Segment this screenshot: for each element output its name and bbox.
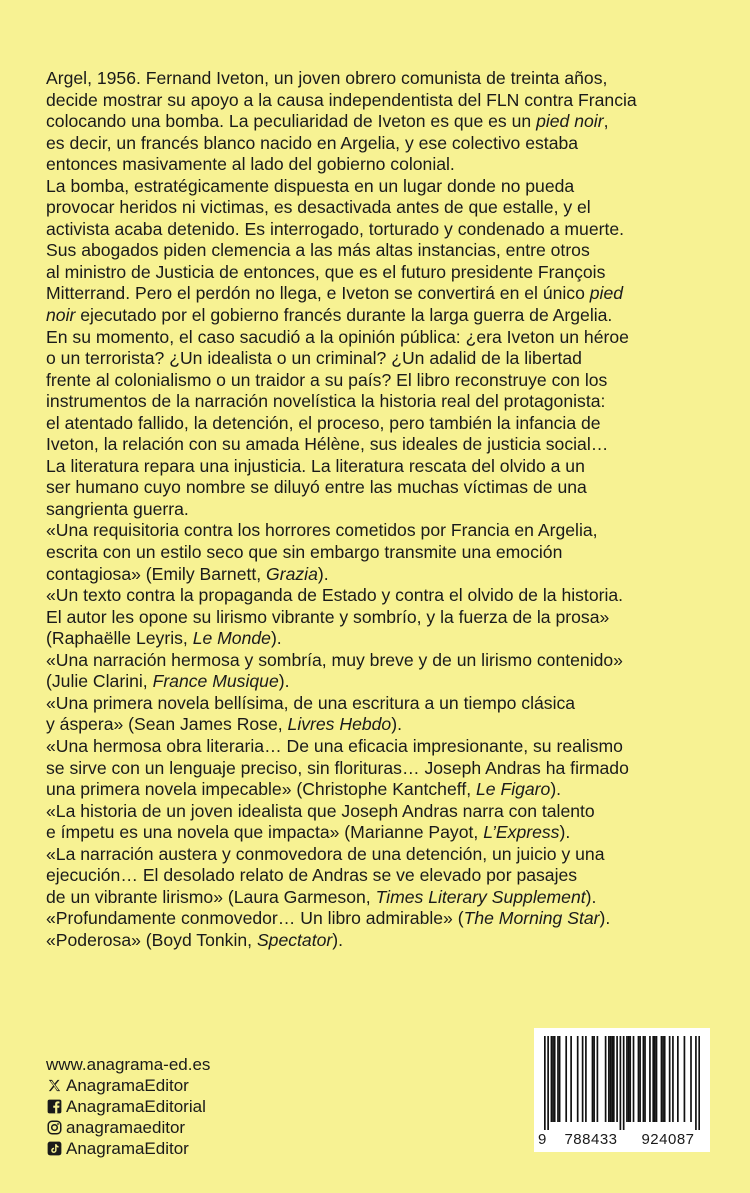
barcode-bar [592, 1036, 594, 1122]
barcode-bar [565, 1036, 567, 1122]
barcode-bar [597, 1036, 599, 1122]
barcode-bar [649, 1036, 651, 1122]
barcode-bar [639, 1036, 641, 1122]
barcode-bar [552, 1036, 554, 1122]
barcode-bar [652, 1036, 654, 1122]
barcode-bar [695, 1036, 697, 1130]
review-quote-le-monde: «Un texto contra la propaganda de Estado y contra el olvido de la historia. El autor les opone su lirismo vibrante y sombrío, y la fuerza de la prosa» (Raphaëlle Leyris, Le Monde). [46, 585, 624, 649]
barcode-bar [554, 1036, 556, 1122]
barcode-bar [662, 1036, 664, 1122]
synopsis-paragraph-2: La bomba, estratégicamente dispuesta en un lugar donde no pueda provocar heridos ni victimas, es desactivada antes de que estalle, y el activista acaba detenido. Es interrogado, torturado y condenado a muerte. Sus abogados piden clemencia a las más altas instancias, entre otros al ministro de Justicia de entonces, que es el futuro presidente François Mitterrand. Pero el perdón no llega, e Iveton se convertirá en el único pied noir ejecutado por el gobierno francés durante la larga guerra de Argelia. [46, 175, 625, 326]
barcode-bar [620, 1036, 622, 1130]
review-quote-morning-star: «Profundamente conmovedor… Un libro admirable» (The Morning Star). [46, 908, 611, 929]
barcode-bar [547, 1036, 549, 1130]
facebook-icon [46, 1099, 62, 1115]
barcode-bar [585, 1036, 587, 1122]
review-quote-spectator: «Poderosa» (Boyd Tonkin, Spectator). [46, 929, 343, 950]
barcode-bar [661, 1036, 663, 1122]
barcode-bar [605, 1036, 607, 1122]
barcode-bar [643, 1036, 645, 1122]
review-quote-livres-hebdo: «Una primera novela bellísima, de una escritura a un tiempo clásica y áspera» (Sean James Rose, Livres Hebdo). [46, 692, 576, 735]
barcode-bar [551, 1036, 553, 1122]
x-logo-icon [46, 1078, 62, 1094]
facebook-link[interactable]: AnagramaEditorial [46, 1096, 210, 1117]
barcode-bar [593, 1036, 595, 1122]
back-cover-blurb [46, 68, 716, 951]
barcode-bar [684, 1036, 686, 1122]
barcode-bar [616, 1036, 618, 1122]
tiktok-icon [46, 1141, 62, 1157]
barcode-bar [644, 1036, 646, 1122]
isbn-barcode [534, 1028, 710, 1152]
website-link[interactable]: www.anagrama-ed.es [46, 1055, 211, 1074]
review-quote-grazia: «Una requisitoria contra los horrores cometidos por Francia en Argelia, escrita con un estilo seco que sin embargo transmite una emoción contagiosa» (Emily Barnett, Grazia). [46, 520, 598, 584]
tiktok-link[interactable]: AnagramaEditor [46, 1138, 210, 1159]
barcode-bars [544, 1036, 700, 1130]
barcode-bar [608, 1036, 610, 1122]
barcode-bar [577, 1036, 579, 1122]
barcode-bar [570, 1036, 572, 1122]
review-quote-lexpress: «La historia de un joven idealista que Joseph Andras narra con talento e ímpetu es una novela que impacta» (Marianne Payot, L’Express). [46, 800, 595, 843]
barcode-bar [664, 1036, 666, 1122]
barcode-bar [690, 1036, 692, 1122]
barcode-bar [611, 1036, 613, 1122]
instagram-link[interactable]: anagramaeditor [46, 1117, 210, 1138]
barcode-bar [672, 1036, 674, 1122]
review-quote-tls: «La narración austera y conmovedora de una detención, un juicio y una ejecución… El desolado relato de Andras se ve elevado por pasajes de un vibrante lirismo» (Laura Garmeson, Times Literary Supplement). [46, 843, 605, 907]
review-quote-le-figaro: «Una hermosa obra literaria… De una eficacia impresionante, su realismo se sirve con un lenguaje preciso, sin florituras… Joseph Andras ha firmado una primera novela impecable» (Christophe Kantcheff, Le Figaro). [46, 735, 629, 800]
barcode-bar [654, 1036, 656, 1122]
synopsis-paragraph-1: Argel, 1956. Fernand Iveton, un joven obrero comunista de treinta años, decide mostrar su apoyo a la causa independentista del FLN contra Francia colocando una bomba. La peculiaridad de Iveton es que es un pied noir, es decir, un francés blanco nacido en Argelia, y ese colectivo estaba entonces masivamente al lado del gobierno colonial. [46, 68, 637, 175]
barcode-bar [557, 1036, 559, 1122]
barcode-bar [677, 1036, 679, 1122]
synopsis-paragraph-4: La literatura repara una injusticia. La literatura rescata del olvido a un ser humano cuyo nombre se diluyó entre las muchas víctimas de una sangrienta guerra. [46, 455, 587, 519]
x-link[interactable]: AnagramaEditor [46, 1075, 210, 1096]
barcode-bar [638, 1036, 640, 1122]
instagram-icon [46, 1120, 62, 1136]
barcode-bar [544, 1036, 546, 1130]
isbn-number: 9 788433 924087 [538, 1131, 695, 1148]
barcode-bar [610, 1036, 612, 1122]
review-quote-france-musique: «Una narración hermosa y sombría, muy breve y de un lirismo contenido» (Julie Clarini, France Musique). [46, 649, 623, 692]
synopsis-paragraph-3: En su momento, el caso sacudió a la opinión pública: ¿era Iveton un héroe o un terrorista? ¿Un idealista o un criminal? ¿Un adalid de la libertad frente al colonialismo o un traidor a su país? El libro reconstruye con los instrumentos de la narración novelística la historia real del protagonista: el atentado fallido, la detención, el proceso, pero también la infancia de Iveton, la relación con su amada Hélène, sus ideales de justicia social… [46, 326, 629, 455]
barcode-bar [582, 1036, 584, 1122]
barcode-bar [628, 1036, 630, 1122]
barcode-bar [669, 1036, 671, 1122]
publisher-social-links [46, 1054, 210, 1159]
barcode-bar [656, 1036, 658, 1122]
barcode-bar [613, 1036, 615, 1122]
barcode-bar [698, 1036, 700, 1130]
barcode-bar [626, 1036, 628, 1122]
barcode-bar [623, 1036, 625, 1130]
barcode-bar [633, 1036, 635, 1122]
barcode-bar [559, 1036, 561, 1122]
barcode-bar [629, 1036, 631, 1122]
